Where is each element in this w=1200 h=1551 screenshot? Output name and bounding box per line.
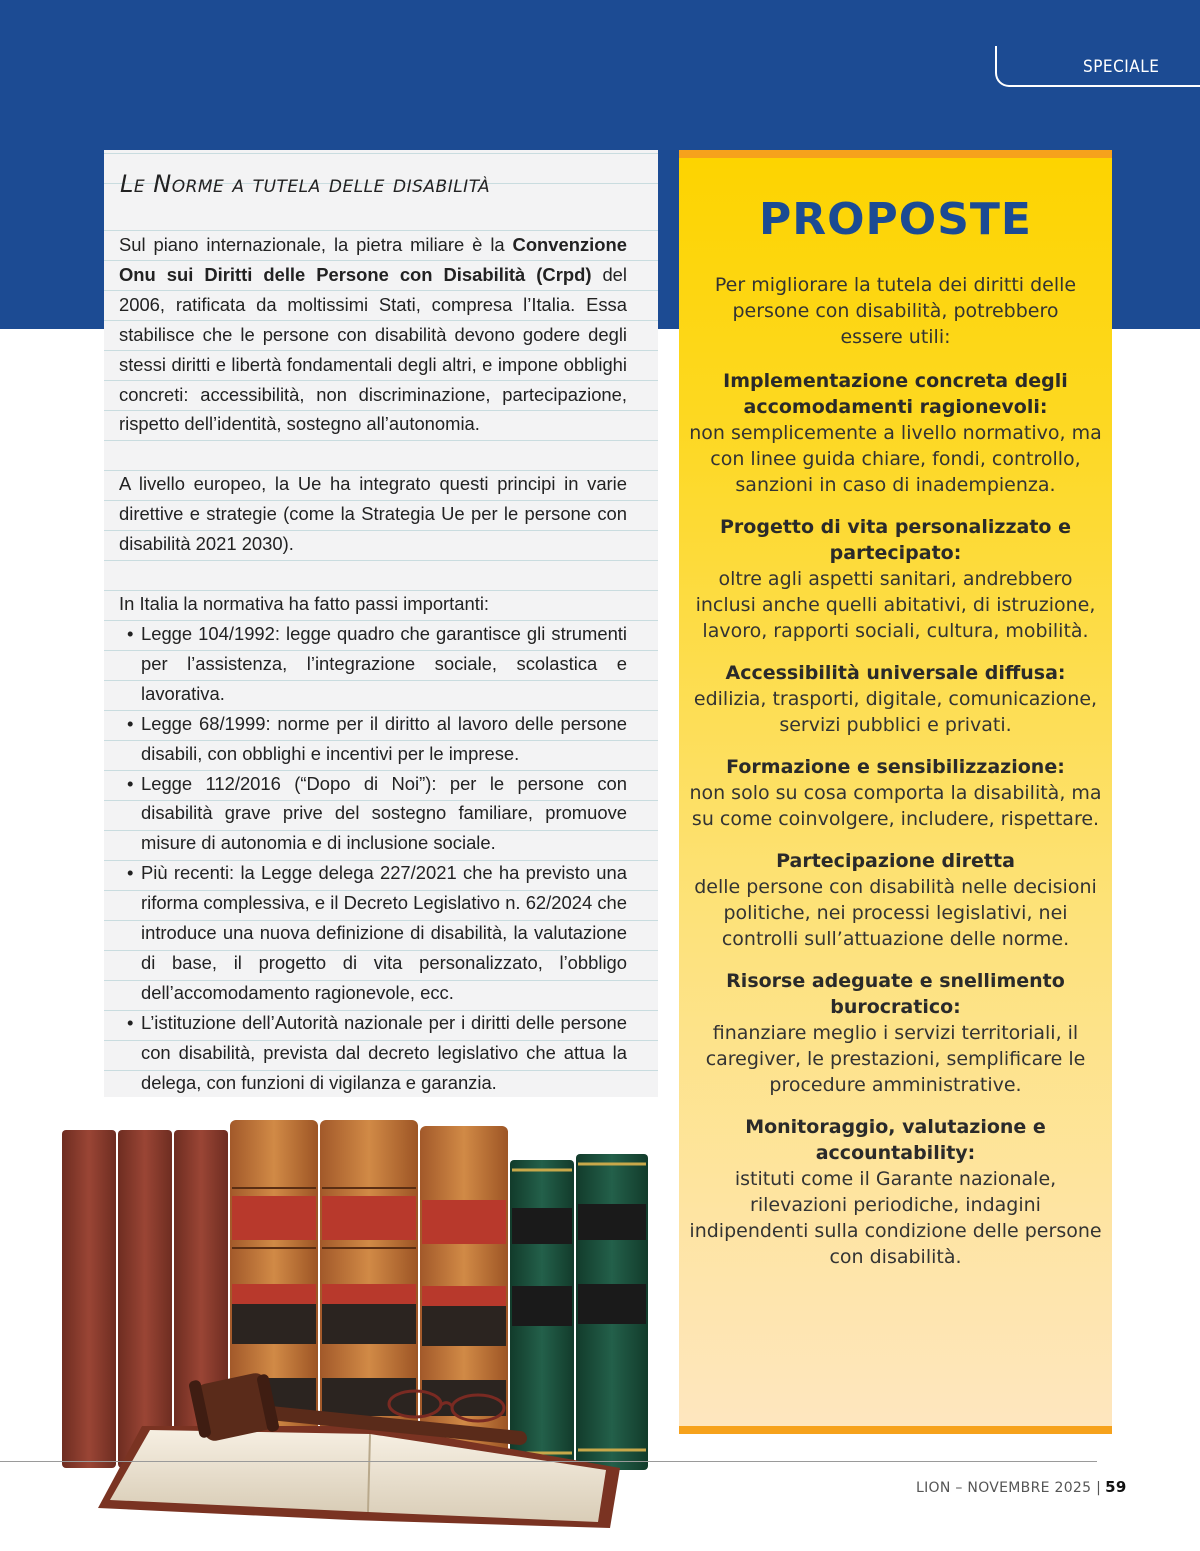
proposte-intro: Per migliorare la tutela dei diritti delle persone con disabilità, potrebbero essere utili: [714,274,1077,348]
page-number: 59 [1105,1478,1127,1496]
book-spine [62,1130,116,1468]
norme-paragraph-europe: A livello europeo, la Ue ha integrato questi principi in varie direttive e strategie (come la Strategia Ue per le persone con disabilità 2021 2030). [119,473,627,555]
section-label: SPECIALE [1083,57,1160,77]
proposta-text: finanziare meglio i servizi territoriali, il caregiver, le prestazioni, semplificare le procedure amministrative. [705,1022,1086,1096]
norme-p1-bold: Convenzione Onu sui Diritti delle Persone con Disabilità (Crpd) [119,234,627,285]
proposta-text: oltre agli aspetti sanitari, andrebbero inclusi anche quelli abitativi, di istruzione, lavoro, rapporti sociali, cultura, mobilità. [695,568,1096,642]
proposta-item [689,848,1102,952]
proposta-head: Monitoraggio, valutazione e accountability: [745,1116,1046,1164]
proposta-item [689,514,1102,644]
proposta-head: Partecipazione diretta [776,850,1015,872]
section-tab [995,46,1200,87]
page-footer [916,1478,1127,1496]
norme-paragraph-italy: In Italia la normativa ha fatto passi importanti: [119,593,490,615]
book-spine [510,1160,574,1470]
law-item: • Legge 112/2016 (“Dopo di Noi”): per le persone con disabilità grave prive del sostegno familiare, promuove misure di autonomia e di inclusione sociale. [119,769,627,859]
law-item: • L’istituzione dell’Autorità nazionale per i diritti delle persone con disabilità, prevista dal decreto legislativo che attua la delega, con funzioni di vigilanza e garanzia. [119,1008,627,1098]
footer-rule [0,1461,1097,1462]
proposta-head: Implementazione concreta degli accomodamenti ragionevoli: [723,370,1068,418]
law-list [119,619,627,1098]
norme-paragraph-international [119,230,627,439]
proposta-item [689,968,1102,1098]
norme-body [119,230,627,1097]
law-item: • Legge 104/1992: legge quadro che garantisce gli strumenti per l’assistenza, l’integrazione sociale, scolastica e lavorativa. [119,619,627,709]
norme-title: Le Norme a tutela delle disabilità [120,170,491,198]
law-item: • Più recenti: la Legge delega 227/2021 che ha previsto una riforma complessiva, e il Decreto Legislativo n. 62/2024 che introduce una nuova definizione di disabilità, la valutazione di base, il progetto di vita personalizzato, l’obbligo dell’accomodamento ragionevole, ecc. [119,858,627,1008]
proposta-head: Risorse adeguate e snellimento burocratico: [726,970,1065,1018]
book-spine [576,1154,648,1470]
proposta-item [689,754,1102,832]
proposte-title: PROPOSTE [759,194,1032,245]
proposte-list [689,368,1102,1286]
proposta-item [689,660,1102,738]
norme-p1-post: del 2006, ratificata da moltissimi Stati, compresa l’Italia. Essa stabilisce che le persone con disabilità devono godere degli stessi diritti e libertà fondamentali degli altri, e impone obblighi concreti: accessibilità, non discriminazione, partecipazione, rispetto dell’identità, sostegno all’autonomia. [119,263,627,435]
proposta-text: istituti come il Garante nazionale, rilevazioni periodiche, indagini indipendenti sulla condizione delle persone con disabilità. [689,1168,1102,1268]
proposta-text: non solo su cosa comporta la disabilità, ma su come coinvolgere, includere, rispettare. [689,782,1102,830]
proposta-head: Formazione e sensibilizzazione: [726,756,1065,778]
proposta-item [689,1114,1102,1270]
book-spine [118,1130,172,1468]
proposta-head: Progetto di vita personalizzato e partecipato: [720,516,1071,564]
proposta-text: non semplicemente a livello normativo, ma con linee guida chiare, fondi, controllo, sanzioni in caso di inadempienza. [689,422,1102,496]
books-gavel-illustration [50,1108,660,1548]
proposta-text: delle persone con disabilità nelle decisioni politiche, nei processi legislativi, nei controlli sull’attuazione delle norme. [694,876,1097,950]
footer-magazine: LION – NOVEMBRE 2025 | [916,1480,1102,1496]
norme-box [104,150,658,1097]
proposta-text: edilizia, trasporti, digitale, comunicazione, servizi pubblici e privati. [693,688,1098,736]
proposta-item [689,368,1102,498]
proposte-box [679,150,1112,1434]
norme-p1-pre: Sul piano internazionale, la pietra miliare è la [119,234,513,255]
proposta-head: Accessibilità universale diffusa: [725,662,1066,684]
law-item: • Legge 68/1999: norme per il diritto al lavoro delle persone disabili, con obblighi e incentivi per le imprese. [119,709,627,769]
